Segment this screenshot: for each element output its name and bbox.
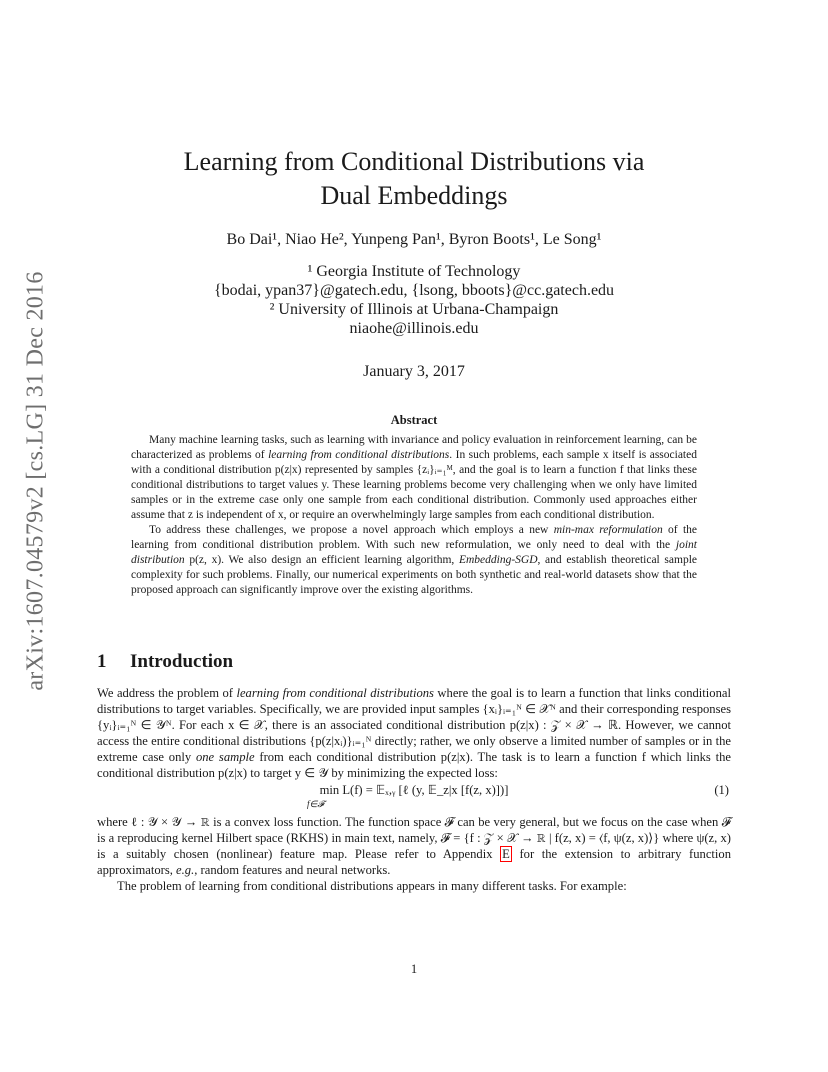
email-2: niaohe@illinois.edu <box>349 320 479 337</box>
arxiv-identifier: arXiv:1607.04579v2 [cs.LG] 31 Dec 2016 <box>22 271 49 691</box>
paper-date: January 3, 2017 <box>363 363 465 380</box>
abstract-heading: Abstract <box>390 413 438 427</box>
section-heading-introduction <box>97 651 233 673</box>
section-number: 1 <box>97 651 107 672</box>
abstract-paragraph-1: Many machine learning tasks, such as learning with invariance and policy evaluation in reinforcement learning, can be characterized as problems of learning from conditional distributions. In such problems, each sample x itself is associated with a conditional distribution p(z|x) represented by samples {zᵢ}ᵢ₌₁ᴹ, and the goal is to learn a function f that links these conditional distributions to target values y. These learning problems become very challenging when we only have limited samples or in the extreme case only one sample from each conditional distribution. Commonly used approaches either assume that z is independent of x, or require an overwhelmingly large samples from each conditional distribution. <box>131 434 697 521</box>
author-list: Bo Dai¹, Niao He², Yunpeng Pan¹, Byron Boots¹, Le Song¹ <box>226 231 602 248</box>
equation-expression: min L(f) = 𝔼ₓ,ᵧ [ℓ (y, 𝔼_z|x [f(z, x)])] <box>319 782 509 797</box>
abstract-body <box>131 433 697 598</box>
paper-title <box>0 145 828 213</box>
section-title: Introduction <box>130 651 234 672</box>
equation-number: (1) <box>714 782 729 797</box>
intro-paragraph-3: The problem of learning from conditional distributions appears in many different tasks. For example: <box>117 878 627 893</box>
appendix-link[interactable]: E <box>502 846 510 861</box>
intro-paragraph-1: We address the problem of learning from conditional distributions where the goal is to learn a function that links conditional distributions to target variables. Specifically, we are provided input samples {xᵢ}ᵢ₌₁ᴺ ∈ 𝒳ᴺ and their corresponding responses {yᵢ}ᵢ₌₁ᴺ ∈ 𝒴ᴺ. For each x ∈ 𝒳, there is an associated conditional distribution p(z|x) : 𝒵 × 𝒳 → ℝ. However, we cannot access the entire conditional distributions {p(z|xᵢ)}ᵢ₌₁ᴺ directly; rather, we only observe a limited number of samples or in the extreme case only one sample from each conditional distribution p(z|x). The task is to learn a function f which links the conditional distribution p(z|x) to target y ∈ 𝒴 by minimizing the expected loss: <box>97 686 731 781</box>
affiliation-1: ¹ Georgia Institute of Technology <box>307 263 521 280</box>
affiliation-2: ² University of Illinois at Urbana-Champaign <box>269 301 559 318</box>
introduction-body <box>97 685 731 894</box>
title-line-2: Dual Embeddings <box>320 181 508 210</box>
arxiv-side-stamp <box>20 271 52 691</box>
title-line-1: Learning from Conditional Distributions via <box>183 147 645 176</box>
equation-subscript: f∈𝓕 <box>307 798 324 809</box>
equation-1 <box>97 782 731 814</box>
abstract-paragraph-2: To address these challenges, we propose a novel approach which employs a new min-max reformulation of the learning from conditional distribution problem. With such new reformulation, we only need to deal with the joint distribution p(z, x). We also design an efficient learning algorithm, Embedding-SGD, and establish theoretical sample complexity for such problems. Finally, our numerical experiments on both synthetic and real-world datasets show that the proposed approach can significantly improve over the existing algorithms. <box>131 524 697 596</box>
intro-paragraph-2: where ℓ : 𝒴 × 𝒴 → ℝ is a convex loss function. The function space 𝓕 can be very general, but we focus on the case when 𝓕 is a reproducing kernel Hilbert space (RKHS) in main text, namely, 𝓕 = {f : 𝒵 × 𝒳 → ℝ | f(z, x) = ⟨f, ψ(z, x)⟩} where ψ(z, x) is a suitably chosen (nonlinear) feature map. Please refer to Appendix E for the extension to arbitrary function approximators, e.g., random features and neural networks. <box>97 814 732 877</box>
email-1: {bodai, ypan37}@gatech.edu, {lsong, bboots}@cc.gatech.edu <box>213 282 615 299</box>
affiliations <box>0 262 828 338</box>
page-number: 1 <box>410 962 418 976</box>
